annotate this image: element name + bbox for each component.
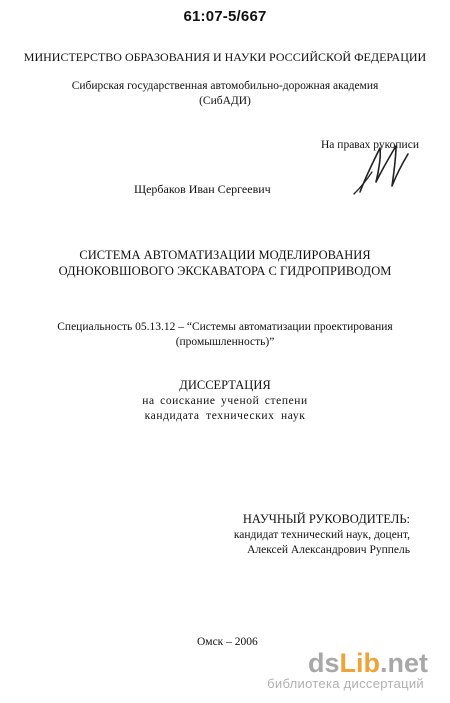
watermark-logo-lib: Lib	[339, 648, 380, 678]
supervisor-name: Алексей Александрович Руппель	[247, 544, 410, 556]
thesis-title-line2: ОДНОКОВШОВОГО ЭКСКАВАТОРА С ГИДРОПРИВОДОМ	[58, 264, 392, 278]
supervisor-title: кандидат технический наук, доцент,	[233, 529, 410, 541]
watermark-logo	[308, 648, 428, 679]
specialty-line1: Специальность 05.13.12 – “Системы автоматизации проектирования	[57, 321, 393, 333]
academy-abbreviation: (СибАДИ)	[199, 95, 251, 107]
watermark-logo-prefix: ds	[307, 648, 340, 678]
manuscript-rights-note: На правах рукописи	[321, 139, 419, 151]
supervisor-heading: НАУЧНЫЙ РУКОВОДИТЕЛЬ:	[242, 512, 410, 526]
thesis-title-line1: СИСТЕМА АВТОМАТИЗАЦИИ МОДЕЛИРОВАНИЯ	[79, 248, 371, 262]
academy-name: Сибирская государственная автомобильно-дорожная академия	[71, 80, 379, 92]
dissertation-heading: ДИССЕРТАЦИЯ	[179, 378, 271, 392]
watermark-logo-suffix: .net	[379, 648, 428, 678]
ministry-heading: МИНИСТЕРСТВО ОБРАЗОВАНИЯ И НАУКИ РОССИЙСКОЙ ФЕДЕРАЦИИ	[23, 50, 427, 64]
author-name: Щербаков Иван Сергеевич	[134, 182, 271, 196]
handwritten-signature	[346, 136, 424, 198]
watermark-subtitle: библиотека диссертаций	[267, 676, 424, 691]
degree-line2: кандидата технических наук	[144, 410, 306, 422]
specialty-line2: (промышленность)”	[175, 336, 275, 348]
city-year: Омск – 2006	[197, 636, 258, 648]
archive-number: 61:07-5/667	[183, 8, 267, 25]
degree-line1: на соискание ученой степени	[142, 395, 308, 407]
